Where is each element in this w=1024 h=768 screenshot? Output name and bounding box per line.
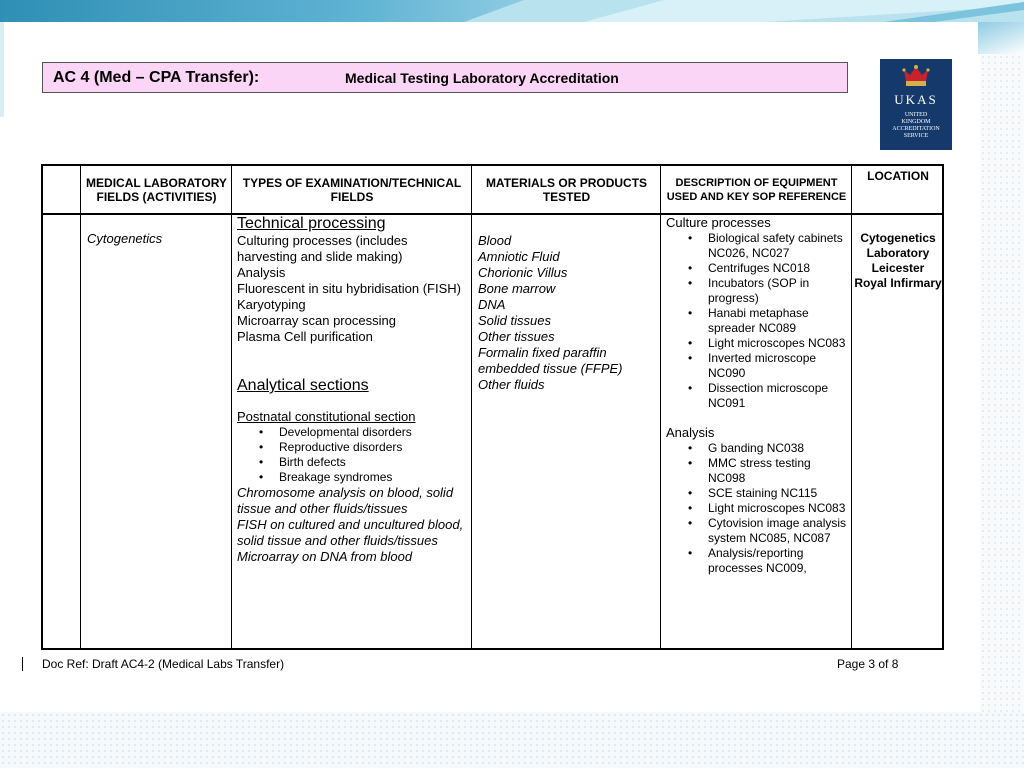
doc-reference: Doc Ref: Draft AC4-2 (Medical Labs Transfer): [42, 657, 285, 671]
form-code: AC 4 (Med – CPA Transfer):: [53, 68, 260, 86]
header-materials: MATERIALS OR PRODUCTS TESTED: [485, 175, 648, 204]
header-fields: MEDICAL LABORATORY FIELDS (ACTIVITIES): [86, 175, 227, 204]
technical-item: Culturing processes (includes harvesting and slide making): [237, 233, 408, 264]
material-item: Bone marrow: [478, 281, 556, 296]
header-location: LOCATION: [867, 169, 929, 183]
material-item: Amniotic Fluid: [478, 249, 560, 264]
list-item: • MMC stress testing NC098: [666, 456, 848, 486]
accreditation-table: [41, 164, 944, 650]
left-edge-decoration: [0, 22, 4, 117]
field-activity: Cytogenetics: [87, 231, 163, 246]
list-item: • Cytovision image analysis system NC085, NC087: [666, 516, 848, 546]
list-item: • Reproductive disorders: [237, 440, 469, 455]
right-dotted-band: [980, 54, 1024, 712]
document-title: Medical Testing Laboratory Accreditation: [345, 69, 619, 86]
header-examination: TYPES OF EXAMINATION/TECHNICAL FIELDS: [242, 175, 462, 204]
list-item: • Hanabi metaphase spreader NC089: [666, 306, 848, 336]
column-blank: [43, 166, 81, 648]
examination-cell: [237, 215, 469, 648]
technical-item: Analysis: [237, 265, 286, 280]
list-item: • Centrifuges NC018: [666, 261, 848, 276]
material-item: Other fluids: [478, 377, 545, 392]
analysis-heading: Analysis: [666, 425, 715, 440]
analysis-list: [666, 441, 848, 576]
culture-list: [666, 231, 848, 411]
page-number: Page 3 of 8: [837, 657, 899, 671]
list-item: • Developmental disorders: [237, 425, 469, 440]
right-corner-decoration: [978, 22, 1024, 54]
document-title-bar: [42, 62, 848, 93]
material-item: Other tissues: [478, 329, 555, 344]
logo-subtitle: UNITED KINGDOM ACCREDITATION SERVICE: [892, 112, 940, 139]
list-item: • G banding NC038: [666, 441, 848, 456]
technical-heading: Technical processing: [237, 215, 386, 232]
technical-item: Microarray scan processing: [237, 313, 396, 328]
list-item: • Analysis/reporting processes NC009,: [666, 546, 848, 576]
equipment-cell: [666, 215, 848, 648]
bottom-dotted-band: [0, 712, 1024, 768]
technical-item: Plasma Cell purification: [237, 329, 373, 344]
italic-item: FISH on cultured and uncultured blood, solid tissue and other fluids/tissues: [237, 517, 464, 548]
list-item: • Light microscopes NC083: [666, 501, 848, 516]
location-cell: Cytogenetics Laboratory Leicester Royal Infirmary: [854, 231, 942, 290]
list-item: • Birth defects: [237, 455, 469, 470]
materials-cell: [478, 215, 656, 648]
material-item: DNA: [478, 297, 506, 312]
postnatal-list: [237, 425, 469, 485]
material-item: Blood: [478, 233, 512, 248]
culture-heading: Culture processes: [666, 215, 771, 230]
top-wave-decoration: [464, 0, 1024, 22]
revision-mark: [22, 657, 23, 671]
list-item: • Dissection microscope NC091: [666, 381, 848, 411]
italic-item: Microarray on DNA from blood: [237, 549, 413, 564]
technical-item: Karyotyping: [237, 297, 306, 312]
list-item: • Breakage syndromes: [237, 470, 469, 485]
logo-name: UKAS: [894, 92, 938, 107]
material-item: Solid tissues: [478, 313, 551, 328]
analytical-heading: Analytical sections: [237, 377, 369, 394]
list-item: • Incubators (SOP in progress): [666, 276, 848, 306]
header-equipment: DESCRIPTION OF EQUIPMENT USED AND KEY SOP REFERENCE: [666, 176, 847, 203]
list-item: • SCE staining NC115: [666, 486, 848, 501]
postnatal-heading: Postnatal constitutional section: [237, 409, 416, 424]
ukas-logo: [880, 59, 952, 150]
technical-item: Fluorescent in situ hybridisation (FISH): [237, 281, 461, 296]
list-item: • Inverted microscope NC090: [666, 351, 848, 381]
material-item: Formalin fixed paraffin embedded tissue (FFPE): [478, 345, 623, 376]
material-item: Chorionic Villus: [478, 265, 568, 280]
crown-icon: [902, 64, 930, 88]
list-item: • Light microscopes NC083: [666, 336, 848, 351]
italic-item: Chromosome analysis on blood, solid tissue and other fluids/tissues: [237, 485, 454, 516]
list-item: • Biological safety cabinets NC026, NC027: [666, 231, 848, 261]
